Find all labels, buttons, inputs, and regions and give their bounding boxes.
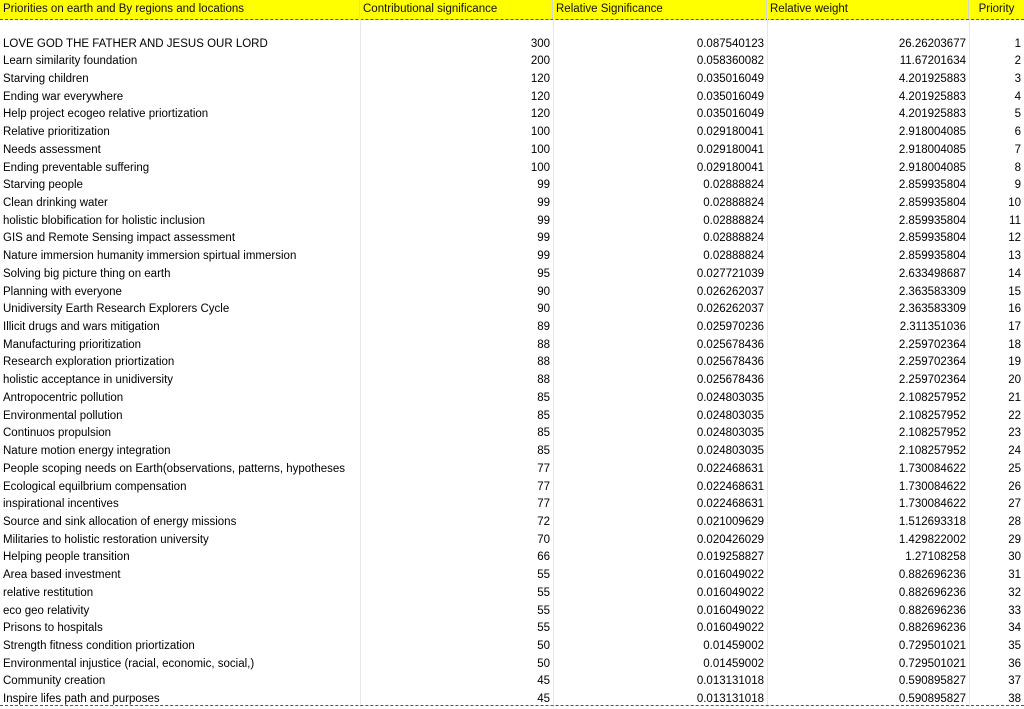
- priority-name-cell[interactable]: Environmental pollution: [3, 409, 123, 422]
- relative-significance-cell[interactable]: 0.022468631: [696, 498, 764, 511]
- contributional-cell[interactable]: 300: [530, 37, 550, 50]
- table-row: [0, 532, 1024, 550]
- relative-weight-cell[interactable]: 0.729501021: [898, 639, 966, 652]
- priority-name-cell[interactable]: Needs assessment: [3, 143, 101, 156]
- relative-significance-cell[interactable]: 0.01459002: [703, 657, 764, 670]
- priority-rank-cell[interactable]: 24: [1008, 445, 1021, 458]
- relative-significance-cell[interactable]: 0.022468631: [696, 480, 764, 493]
- relative-significance-cell[interactable]: 0.025678436: [696, 356, 764, 369]
- priority-rank-cell[interactable]: 18: [1008, 338, 1021, 351]
- table-row: [0, 372, 1024, 390]
- relative-significance-cell[interactable]: 0.024803035: [696, 427, 764, 440]
- relative-significance-cell[interactable]: 0.035016049: [696, 72, 764, 85]
- relative-weight-cell[interactable]: 2.859935804: [898, 214, 966, 227]
- priority-name-cell[interactable]: Helping people transition: [3, 551, 130, 564]
- relative-weight-cell[interactable]: 2.259702364: [898, 356, 966, 369]
- priority-rank-cell[interactable]: 21: [1008, 391, 1021, 404]
- contributional-cell[interactable]: 89: [537, 321, 550, 334]
- priority-rank-cell[interactable]: 12: [1008, 232, 1021, 245]
- table-row: [0, 36, 1024, 54]
- table-row: [0, 638, 1024, 656]
- header-priorities[interactable]: Priorities on earth and By regions and locations: [0, 0, 360, 19]
- table-row: [0, 160, 1024, 178]
- relative-significance-cell[interactable]: 0.026262037: [696, 285, 764, 298]
- contributional-cell[interactable]: 72: [537, 515, 550, 528]
- contributional-cell[interactable]: 95: [537, 267, 550, 280]
- priority-name-cell[interactable]: Clean drinking water: [3, 196, 108, 209]
- relative-weight-cell[interactable]: 1.429822002: [898, 533, 966, 546]
- priority-rank-cell[interactable]: 8: [1014, 161, 1021, 174]
- relative-significance-cell[interactable]: 0.025678436: [696, 338, 764, 351]
- priority-name-cell[interactable]: Relative prioritization: [3, 126, 110, 139]
- relative-weight-cell[interactable]: 0.882696236: [898, 604, 966, 617]
- relative-significance-cell[interactable]: 0.029180041: [696, 126, 764, 139]
- priority-name-cell[interactable]: Illicit drugs and wars mitigation: [3, 321, 160, 334]
- priority-rank-cell[interactable]: 3: [1014, 72, 1021, 85]
- relative-significance-cell[interactable]: 0.022468631: [696, 462, 764, 475]
- relative-significance-cell[interactable]: 0.035016049: [696, 90, 764, 103]
- table-row: [0, 585, 1024, 603]
- relative-significance-cell[interactable]: 0.029180041: [696, 161, 764, 174]
- priority-rank-cell[interactable]: 34: [1008, 622, 1021, 635]
- priority-rank-cell[interactable]: 29: [1008, 533, 1021, 546]
- contributional-cell[interactable]: 77: [537, 480, 550, 493]
- contributional-cell[interactable]: 120: [530, 90, 550, 103]
- table-row: [0, 71, 1024, 89]
- priority-name-cell[interactable]: Nature motion energy integration: [3, 445, 171, 458]
- relative-significance-cell[interactable]: 0.02888824: [703, 250, 764, 263]
- relative-significance-cell[interactable]: 0.087540123: [696, 37, 764, 50]
- relative-significance-cell[interactable]: 0.025970236: [696, 321, 764, 334]
- contributional-cell[interactable]: 120: [530, 108, 550, 121]
- table-row: [0, 284, 1024, 302]
- contributional-cell[interactable]: 120: [530, 72, 550, 85]
- relative-significance-cell[interactable]: 0.021009629: [696, 515, 764, 528]
- relative-weight-cell[interactable]: 2.859935804: [898, 196, 966, 209]
- relative-weight-cell[interactable]: 1.730084622: [898, 498, 966, 511]
- relative-significance-cell[interactable]: 0.026262037: [696, 303, 764, 316]
- header-priority[interactable]: Priority: [978, 3, 1015, 15]
- priority-rank-cell[interactable]: 36: [1008, 657, 1021, 670]
- priority-rank-cell[interactable]: 22: [1008, 409, 1021, 422]
- table-row: [0, 461, 1024, 479]
- contributional-cell[interactable]: 88: [537, 356, 550, 369]
- priority-name-cell[interactable]: Starving people: [3, 179, 83, 192]
- contributional-cell[interactable]: 90: [537, 303, 550, 316]
- contributional-cell[interactable]: 55: [537, 586, 550, 599]
- priority-name-cell[interactable]: Starving children: [3, 72, 89, 85]
- relative-significance-cell[interactable]: 0.027721039: [696, 267, 764, 280]
- priority-rank-cell[interactable]: 9: [1014, 179, 1021, 192]
- contributional-cell[interactable]: 99: [537, 179, 550, 192]
- table-row: [0, 691, 1024, 709]
- table-row: [0, 443, 1024, 461]
- contributional-cell[interactable]: 100: [530, 161, 550, 174]
- contributional-cell[interactable]: 99: [537, 232, 550, 245]
- contributional-cell[interactable]: 90: [537, 285, 550, 298]
- relative-weight-cell[interactable]: 1.27108258: [905, 551, 966, 564]
- priority-name-cell[interactable]: holistic blobification for holistic inclusion: [3, 214, 205, 227]
- priority-rank-cell[interactable]: 16: [1008, 303, 1021, 316]
- priority-name-cell[interactable]: Environmental injustice (racial, economic, social,): [3, 657, 255, 670]
- priority-rank-cell[interactable]: 26: [1008, 480, 1021, 493]
- contributional-cell[interactable]: 85: [537, 391, 550, 404]
- table-row: [0, 479, 1024, 497]
- priority-name-cell[interactable]: GIS and Remote Sensing impact assessment: [3, 232, 236, 245]
- table-row: [0, 354, 1024, 372]
- priority-rank-cell[interactable]: 38: [1008, 693, 1021, 706]
- priority-name-cell[interactable]: Ending war everywhere: [3, 90, 124, 103]
- relative-significance-cell[interactable]: 0.02888824: [703, 179, 764, 192]
- priority-name-cell[interactable]: Area based investment: [3, 569, 121, 582]
- relative-weight-cell[interactable]: 2.363583309: [898, 303, 966, 316]
- relative-weight-cell[interactable]: 1.730084622: [898, 480, 966, 493]
- relative-significance-cell[interactable]: 0.016049022: [696, 604, 764, 617]
- priority-rank-cell[interactable]: 15: [1008, 285, 1021, 298]
- header-row: [0, 0, 1024, 20]
- table-row: [0, 408, 1024, 426]
- contributional-cell[interactable]: 85: [537, 427, 550, 440]
- relative-significance-cell[interactable]: 0.02888824: [703, 196, 764, 209]
- priority-rank-cell[interactable]: 37: [1008, 675, 1021, 688]
- priority-name-cell[interactable]: eco geo relativity: [3, 604, 90, 617]
- priority-rank-cell[interactable]: 20: [1008, 374, 1021, 387]
- contributional-cell[interactable]: 85: [537, 445, 550, 458]
- priority-name-cell[interactable]: Manufacturing prioritization: [3, 338, 142, 351]
- priority-rank-cell[interactable]: 25: [1008, 462, 1021, 475]
- priority-rank-cell[interactable]: 17: [1008, 321, 1021, 334]
- table-row: [0, 620, 1024, 638]
- relative-weight-cell[interactable]: 2.108257952: [898, 427, 966, 440]
- table-row: [0, 319, 1024, 337]
- priority-name-cell[interactable]: relative restitution: [3, 586, 94, 599]
- contributional-cell[interactable]: 55: [537, 622, 550, 635]
- contributional-cell[interactable]: 200: [530, 55, 550, 68]
- contributional-cell[interactable]: 55: [537, 604, 550, 617]
- contributional-cell[interactable]: 55: [537, 569, 550, 582]
- table-row: [0, 390, 1024, 408]
- contributional-cell[interactable]: 45: [537, 675, 550, 688]
- table-row: [0, 142, 1024, 160]
- priority-rank-cell[interactable]: 7: [1014, 143, 1021, 156]
- relative-weight-cell[interactable]: 0.590895827: [898, 675, 966, 688]
- relative-weight-cell[interactable]: 2.918004085: [898, 143, 966, 156]
- priority-rank-cell[interactable]: 30: [1008, 551, 1021, 564]
- table-row: [0, 248, 1024, 266]
- relative-weight-cell[interactable]: 4.201925883: [898, 108, 966, 121]
- relative-significance-cell[interactable]: 0.016049022: [696, 622, 764, 635]
- relative-weight-cell[interactable]: 1.512693318: [898, 515, 966, 528]
- relative-significance-cell[interactable]: 0.024803035: [696, 391, 764, 404]
- contributional-cell[interactable]: 50: [537, 657, 550, 670]
- relative-significance-cell[interactable]: 0.016049022: [696, 569, 764, 582]
- priority-name-cell[interactable]: Unidiversity Earth Research Explorers Cycle: [3, 303, 230, 316]
- selection-border: [0, 705, 1024, 706]
- table-row: [0, 230, 1024, 248]
- priority-name-cell[interactable]: inspirational incentives: [3, 498, 119, 511]
- contributional-cell[interactable]: 99: [537, 196, 550, 209]
- priority-name-cell[interactable]: Learn similarity foundation: [3, 55, 138, 68]
- relative-weight-cell[interactable]: 2.633498687: [898, 267, 966, 280]
- priority-rank-cell[interactable]: 13: [1008, 250, 1021, 263]
- priority-rank-cell[interactable]: 1: [1014, 37, 1021, 50]
- priority-name-cell[interactable]: Nature immersion humanity immersion spirtual immersion: [3, 250, 297, 263]
- table-row: [0, 567, 1024, 585]
- contributional-cell[interactable]: 99: [537, 214, 550, 227]
- relative-significance-cell[interactable]: 0.058360082: [696, 55, 764, 68]
- priority-name-cell[interactable]: Help project ecogeo relative priortization: [3, 108, 209, 121]
- contributional-cell[interactable]: 70: [537, 533, 550, 546]
- contributional-cell[interactable]: 45: [537, 693, 550, 706]
- priority-name-cell[interactable]: People scoping needs on Earth(observations, patterns, hypotheses: [3, 462, 346, 475]
- table-row: [0, 603, 1024, 621]
- relative-significance-cell[interactable]: 0.029180041: [696, 143, 764, 156]
- priority-rank-cell[interactable]: 14: [1008, 267, 1021, 280]
- priority-name-cell[interactable]: holistic acceptance in unidiversity: [3, 374, 174, 387]
- relative-weight-cell[interactable]: 2.108257952: [898, 445, 966, 458]
- contributional-cell[interactable]: 100: [530, 126, 550, 139]
- relative-weight-cell[interactable]: 0.729501021: [898, 657, 966, 670]
- priority-name-cell[interactable]: Prisons to hospitals: [3, 622, 103, 635]
- priority-rank-cell[interactable]: 31: [1008, 569, 1021, 582]
- relative-weight-cell[interactable]: 0.882696236: [898, 569, 966, 582]
- table-row: [0, 266, 1024, 284]
- contributional-cell[interactable]: 88: [537, 374, 550, 387]
- priority-name-cell[interactable]: Research exploration priortization: [3, 356, 175, 369]
- priority-name-cell[interactable]: LOVE GOD THE FATHER AND JESUS OUR LORD: [3, 37, 268, 50]
- relative-significance-cell[interactable]: 0.02888824: [703, 232, 764, 245]
- priority-name-cell[interactable]: Strength fitness condition priortization: [3, 639, 195, 652]
- priority-name-cell[interactable]: Source and sink allocation of energy missions: [3, 515, 237, 528]
- priority-name-cell[interactable]: Solving big picture thing on earth: [3, 267, 171, 280]
- priority-rank-cell[interactable]: 4: [1014, 90, 1021, 103]
- relative-weight-cell[interactable]: 2.859935804: [898, 232, 966, 245]
- priority-rank-cell[interactable]: 19: [1008, 356, 1021, 369]
- priority-rank-cell[interactable]: 11: [1009, 214, 1021, 227]
- priority-name-cell[interactable]: Antropocentric pollution: [3, 391, 124, 404]
- priority-name-cell[interactable]: Community creation: [3, 675, 106, 688]
- relative-weight-cell[interactable]: 0.590895827: [898, 693, 966, 706]
- relative-weight-cell[interactable]: 2.859935804: [898, 179, 966, 192]
- contributional-cell[interactable]: 85: [537, 409, 550, 422]
- priority-rank-cell[interactable]: 35: [1008, 639, 1021, 652]
- header-relative-significance[interactable]: Relative Significance: [553, 0, 767, 19]
- relative-significance-cell[interactable]: 0.01459002: [703, 639, 764, 652]
- priority-rank-cell[interactable]: 5: [1014, 108, 1021, 121]
- table-row: [0, 549, 1024, 567]
- relative-significance-cell[interactable]: 0.025678436: [696, 374, 764, 387]
- relative-significance-cell[interactable]: 0.024803035: [696, 409, 764, 422]
- relative-weight-cell[interactable]: 11.67201634: [899, 55, 966, 68]
- relative-weight-cell[interactable]: 2.311351036: [899, 321, 966, 334]
- relative-weight-cell[interactable]: 2.259702364: [898, 374, 966, 387]
- table-row: [0, 301, 1024, 319]
- relative-significance-cell[interactable]: 0.020426029: [696, 533, 764, 546]
- priority-name-cell[interactable]: Continuos propulsion: [3, 427, 112, 440]
- priority-rank-cell[interactable]: 33: [1008, 604, 1021, 617]
- contributional-cell[interactable]: 50: [537, 639, 550, 652]
- relative-weight-cell[interactable]: 26.26203677: [898, 37, 966, 50]
- priority-name-cell[interactable]: Ending preventable suffering: [3, 161, 150, 174]
- priority-rank-cell[interactable]: 32: [1008, 586, 1021, 599]
- table-row: [0, 337, 1024, 355]
- relative-weight-cell[interactable]: 2.918004085: [898, 161, 966, 174]
- table-row: [0, 514, 1024, 532]
- table-row: [0, 425, 1024, 443]
- table-row: [0, 177, 1024, 195]
- table-row: [0, 213, 1024, 231]
- contributional-cell[interactable]: 88: [537, 338, 550, 351]
- table-row: [0, 89, 1024, 107]
- priority-rank-cell[interactable]: 28: [1008, 515, 1021, 528]
- relative-weight-cell[interactable]: 2.108257952: [898, 409, 966, 422]
- relative-significance-cell[interactable]: 0.035016049: [696, 108, 764, 121]
- table-row: [0, 106, 1024, 124]
- priority-name-cell[interactable]: Planning with everyone: [3, 285, 122, 298]
- relative-weight-cell[interactable]: 1.730084622: [898, 462, 966, 475]
- relative-significance-cell[interactable]: 0.013131018: [696, 675, 764, 688]
- relative-significance-cell[interactable]: 0.019258827: [696, 551, 764, 564]
- table-row: [0, 656, 1024, 674]
- contributional-cell[interactable]: 100: [530, 143, 550, 156]
- relative-weight-cell[interactable]: 0.882696236: [898, 586, 966, 599]
- relative-weight-cell[interactable]: 4.201925883: [898, 72, 966, 85]
- relative-significance-cell[interactable]: 0.016049022: [696, 586, 764, 599]
- relative-weight-cell[interactable]: 2.259702364: [898, 338, 966, 351]
- relative-weight-cell[interactable]: 4.201925883: [898, 90, 966, 103]
- priority-rank-cell[interactable]: 10: [1008, 196, 1021, 209]
- relative-significance-cell[interactable]: 0.024803035: [696, 445, 764, 458]
- contributional-cell[interactable]: 99: [537, 250, 550, 263]
- table-row: [0, 195, 1024, 213]
- relative-weight-cell[interactable]: 2.108257952: [898, 391, 966, 404]
- contributional-cell[interactable]: 66: [537, 551, 550, 564]
- priority-rank-cell[interactable]: 23: [1008, 427, 1021, 440]
- table-row: [0, 53, 1024, 71]
- priority-name-cell[interactable]: Militaries to holistic restoration university: [3, 533, 209, 546]
- priority-name-cell[interactable]: Inspire lifes path and purposes: [3, 693, 160, 706]
- header-contributional-significance[interactable]: Contributional significance: [360, 0, 553, 19]
- table-row: [0, 124, 1024, 142]
- relative-weight-cell[interactable]: 0.882696236: [898, 622, 966, 635]
- priority-rank-cell[interactable]: 27: [1008, 498, 1021, 511]
- relative-significance-cell[interactable]: 0.02888824: [703, 214, 764, 227]
- table-row: [0, 496, 1024, 514]
- relative-significance-cell[interactable]: 0.013131018: [696, 693, 764, 706]
- priority-rank-cell[interactable]: 6: [1014, 126, 1021, 139]
- relative-weight-cell[interactable]: 2.859935804: [898, 250, 966, 263]
- priority-name-cell[interactable]: Ecological equilbrium compensation: [3, 480, 187, 493]
- relative-weight-cell[interactable]: 2.918004085: [898, 126, 966, 139]
- priority-rank-cell[interactable]: 2: [1014, 55, 1021, 68]
- header-relative-weight[interactable]: Relative weight: [767, 0, 969, 19]
- contributional-cell[interactable]: 77: [537, 462, 550, 475]
- relative-weight-cell[interactable]: 2.363583309: [898, 285, 966, 298]
- contributional-cell[interactable]: 77: [537, 498, 550, 511]
- table-row: [0, 673, 1024, 691]
